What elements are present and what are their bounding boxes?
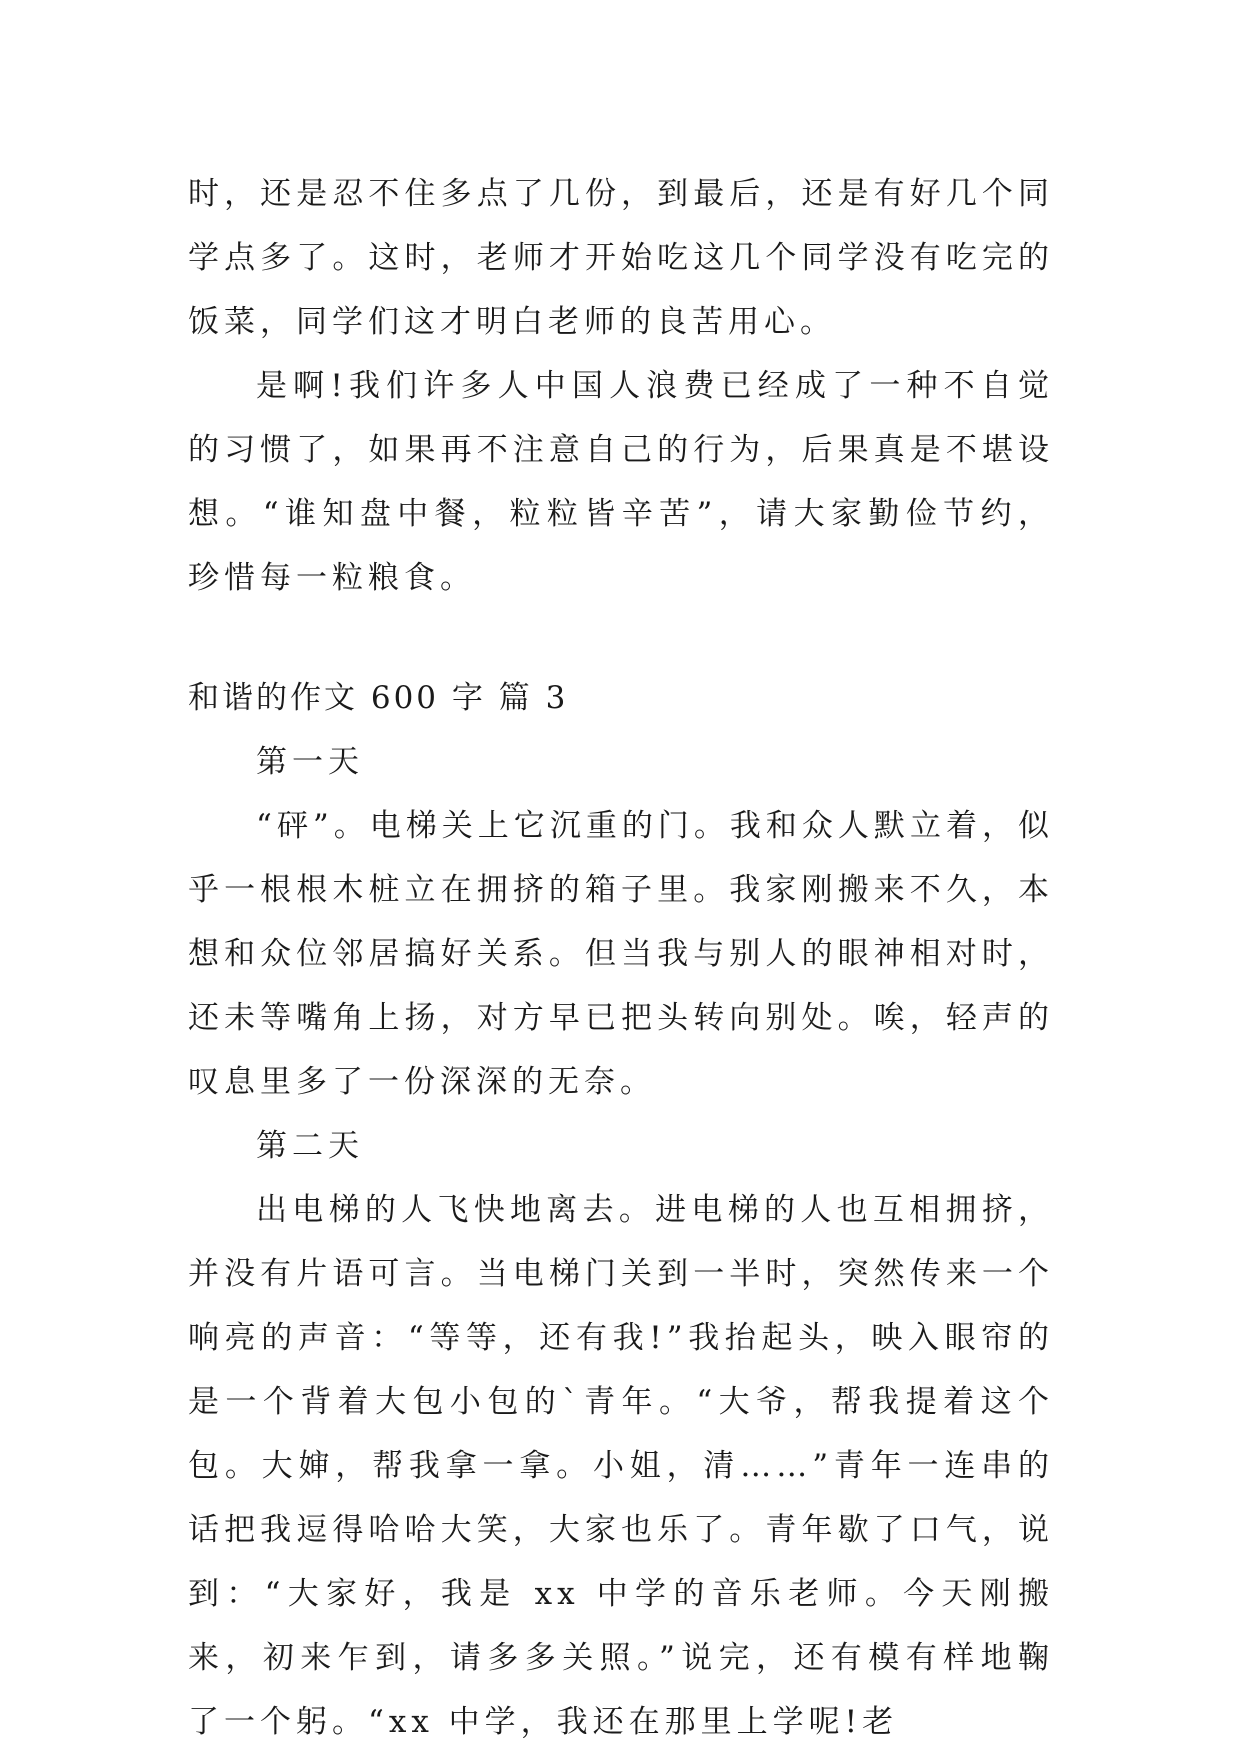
- section-title: 和谐的作文 600 字 篇 3: [188, 680, 569, 716]
- paragraph-4: 出电梯的人飞快地离去。进电梯的人也互相拥挤，并没有片语可言。当电梯门关到一半时，突然传来一个响亮的声音：“等等，还有我!”我抬起头，映入眼帘的是一个背着大包小包的`青年。“大爷，帮我提着这个包。大婶，帮我拿一拿。小姐，清……”青年一连串的话把我逗得哈哈大笑，大家也乐了。青年歇了口气，说到：“大家好，我是 xx 中学的音乐老师。今天刚搬来，初来乍到，请多多关照。”说完，还有模有样地鞠了一个躬。“xx 中学，我还在那里上学呢!老: [188, 1192, 1054, 1740]
- section-gap: [188, 610, 1054, 666]
- day-two-heading: 第二天: [256, 1128, 364, 1164]
- paragraph-2: 是啊!我们许多人中国人浪费已经成了一种不自觉的习惯了，如果再不注意自己的行为，后果真是不堪设想。“谁知盘中餐，粒粒皆辛苦”，请大家勤俭节约，珍惜每一粒粮食。: [188, 368, 1054, 596]
- paragraph-1: 时，还是忍不住多点了几份，到最后，还是有好几个同学点多了。这时，老师才开始吃这几个同学没有吃完的饭菜，同学们这才明白老师的良苦用心。: [188, 176, 1054, 340]
- paragraph-3: “砰”。电梯关上它沉重的门。我和众人默立着，似乎一根根木桩立在拥挤的箱子里。我家刚搬来不久，本想和众位邻居搞好关系。但当我与别人的眼神相对时，还未等嘴角上扬，对方早已把头转向别处。唉，轻声的叹息里多了一份深深的无奈。: [188, 808, 1054, 1100]
- document-body: [188, 162, 1054, 1754]
- day-one-heading: 第一天: [256, 744, 364, 780]
